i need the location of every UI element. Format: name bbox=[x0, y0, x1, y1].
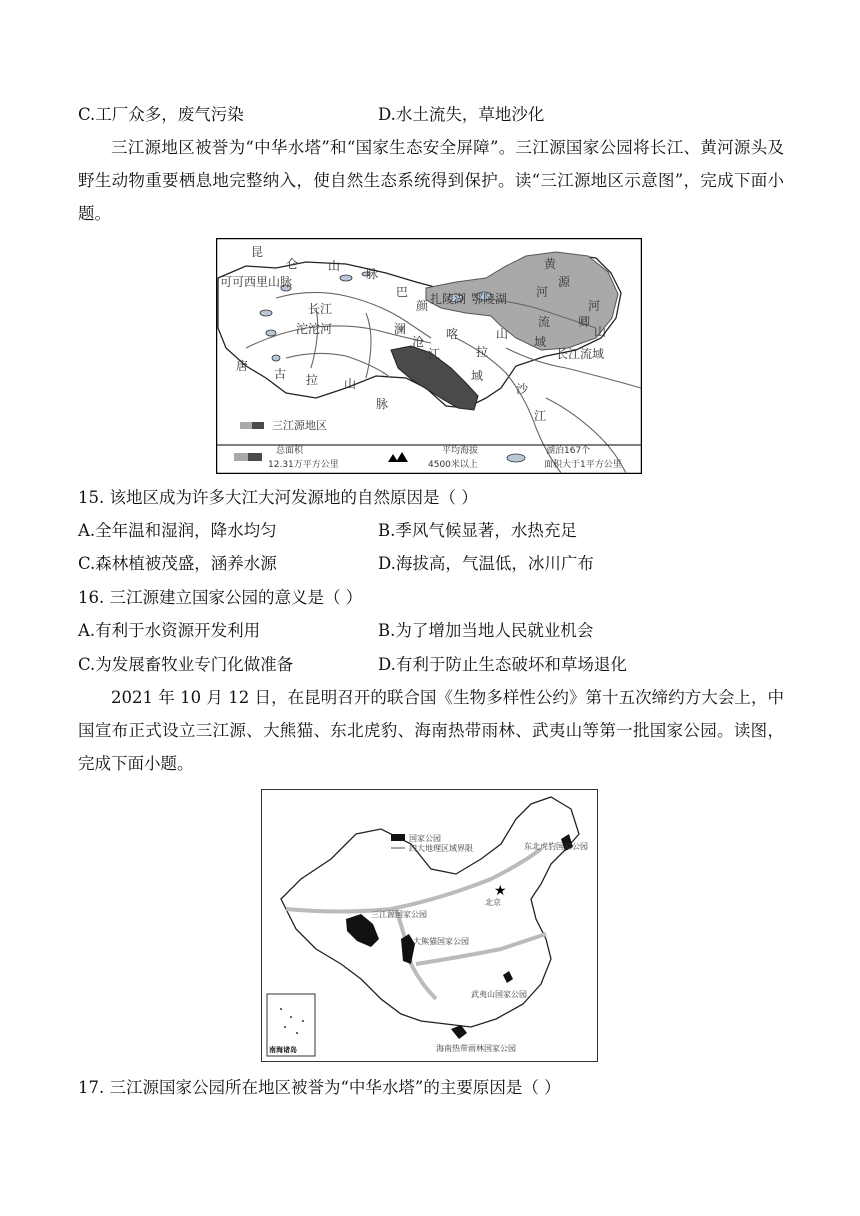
legend-altitude-label: 平均海拔 bbox=[442, 446, 479, 456]
label-hhbasin-2: 河 bbox=[588, 299, 601, 313]
legend-boundary-label: 四大地理区域界限 bbox=[409, 844, 473, 853]
sanjiangyuan-map bbox=[216, 238, 642, 474]
label-beijing: 北京 bbox=[485, 898, 501, 907]
label-bayan-1: 巴 bbox=[396, 285, 409, 299]
label-mai: 脉 bbox=[366, 267, 379, 281]
lake-icon bbox=[507, 454, 525, 462]
label-tuotuo: 沱沱河 bbox=[296, 322, 333, 336]
q14-option-c: C.工厂众多，废气污染 bbox=[78, 105, 244, 124]
q17-stem: 17. 三江源国家公园所在地区被誉为“中华水塔”的主要原因是（ ） bbox=[78, 1078, 561, 1097]
label-changjiang: 长江 bbox=[308, 302, 333, 316]
label-panda-park: 大熊猫国家公园 bbox=[413, 937, 469, 946]
label-huanghe-3: 源 bbox=[558, 275, 571, 289]
label-huanghe-2: 河 bbox=[536, 285, 549, 299]
label-lun: 仑 bbox=[286, 257, 299, 271]
legend-swatch-light bbox=[240, 422, 252, 429]
label-animaqing-1: 卿 bbox=[578, 315, 591, 329]
label-tanggula-3: 拉 bbox=[306, 373, 319, 387]
label-northeast-park: 东北虎豹国家公园 bbox=[524, 842, 588, 851]
label-hainan-park: 海南热带雨林国家公园 bbox=[436, 1044, 516, 1053]
label-jinsha-2: 江 bbox=[534, 409, 547, 423]
label-bayan-3: 喀 bbox=[446, 327, 459, 341]
china-national-parks-map bbox=[261, 789, 598, 1062]
legend-park-swatch bbox=[391, 834, 405, 841]
legend-area-label: 总面积 bbox=[276, 446, 304, 456]
legend-lake-label: 湖泊167个 bbox=[546, 446, 591, 456]
label-sanjiangyuan-park: 三江源国家公园 bbox=[371, 910, 427, 919]
label-huanghe-1: 黄 bbox=[544, 257, 557, 271]
q15-option-a: A.全年温和湿润，降水均匀 bbox=[78, 521, 277, 540]
q15-option-d: D.海拔高，气温低，冰川广布 bbox=[378, 554, 594, 573]
beijing-star-icon: ★ bbox=[494, 883, 507, 899]
label-eling: 鄂陵湖 bbox=[471, 292, 508, 306]
label-jinsha-1: 沙 bbox=[516, 382, 529, 396]
label-lancang-basin: 域 bbox=[471, 369, 484, 383]
q14-option-d: D.水土流失，草地沙化 bbox=[378, 105, 545, 124]
label-hhbasin-1: 流 bbox=[538, 315, 551, 329]
q16-option-c: C.为发展畜牧业专门化做准备 bbox=[78, 655, 294, 674]
legend-region-label: 三江源地区 bbox=[272, 419, 327, 432]
legend-area-value: 12.31万平方公里 bbox=[268, 460, 339, 470]
legend-lake-value: 面积大于1平方公里 bbox=[544, 460, 622, 470]
label-zhaling: 扎陵湖 bbox=[430, 292, 467, 306]
label-tanggula-5: 脉 bbox=[376, 397, 389, 411]
label-shan: 山 bbox=[328, 259, 341, 273]
label-south-sea: 南海诸岛 bbox=[269, 1046, 297, 1054]
label-tanggula-4: 山 bbox=[344, 377, 357, 391]
label-bayan-4: 拉 bbox=[476, 345, 489, 359]
q15-stem: 15. 该地区成为许多大江大河发源地的自然原因是（ ） bbox=[78, 488, 478, 507]
q16-option-b: B.为了增加当地人民就业机会 bbox=[378, 621, 594, 640]
label-lancang-2: 沧 bbox=[412, 335, 425, 349]
label-tanggula-2: 古 bbox=[274, 367, 287, 381]
label-lancang-3: 江 bbox=[428, 347, 441, 361]
label-bayan-5: 山 bbox=[496, 327, 509, 341]
legend-park-label: 国家公园 bbox=[409, 834, 441, 843]
label-animaqing-2: 山 bbox=[594, 325, 607, 339]
q15-option-c: C.森林植被茂盛，涵养水源 bbox=[78, 554, 277, 573]
label-lancang-1: 澜 bbox=[394, 322, 407, 336]
q15-option-b: B.季风气候显著，水热充足 bbox=[378, 521, 577, 540]
label-kekexili: 可可西里山脉 bbox=[220, 275, 293, 289]
q16-option-a: A.有利于水资源开发利用 bbox=[78, 621, 261, 640]
intro-paragraph-2: 2021 年 10 月 12 日，在昆明召开的联合国《生物多样性公约》第十五次缔约方大会上，中国宣布正式设立三江源、大熊猫、东北虎豹、海南热带雨林、武夷山等第一批国家公园。读图，完成下面小题。 bbox=[78, 688, 784, 773]
label-wuyi-park: 武夷山国家公园 bbox=[471, 990, 527, 999]
label-tanggula-1: 唐 bbox=[236, 359, 249, 373]
label-changjiang-basin: 长江流域 bbox=[556, 347, 605, 361]
q16-stem: 16. 三江源建立国家公园的意义是（ ） bbox=[78, 588, 363, 607]
label-hhbasin-3: 域 bbox=[534, 335, 547, 349]
legend-altitude-value: 4500米以上 bbox=[428, 460, 478, 470]
label-bayan-2: 颜 bbox=[416, 299, 429, 313]
label-kun: 昆 bbox=[251, 245, 264, 259]
q16-option-d: D.有利于防止生态破坏和草场退化 bbox=[378, 655, 627, 674]
intro-paragraph-1: 三江源地区被誉为“中华水塔”和“国家生态安全屏障”。三江源国家公园将长江、黄河源头及野生动物重要栖息地完整纳入，使自然生态系统得到保护。读“三江源地区示意图”，完成下面小题。 bbox=[78, 138, 784, 223]
legend-swatch-dark bbox=[252, 422, 264, 429]
